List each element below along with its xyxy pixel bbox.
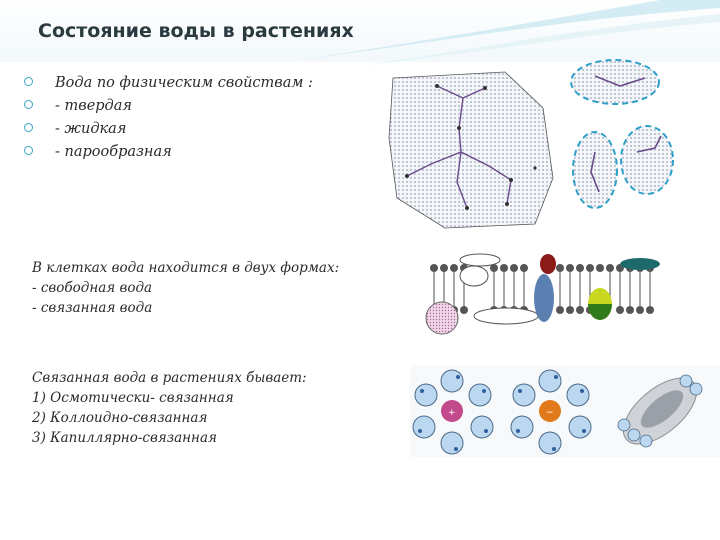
list-item: - парообразная bbox=[24, 141, 313, 164]
water-states-list bbox=[24, 72, 313, 164]
vapor-molecules-image bbox=[565, 52, 675, 212]
list-item: Вода по физическим свойствам : bbox=[24, 72, 313, 95]
bullet-icon bbox=[24, 77, 33, 86]
ice-lattice-image bbox=[385, 68, 565, 230]
cell-water-forms-text: В клетках вода находится в двух формах: - свободная вода - связанная вода bbox=[32, 260, 340, 316]
bullet-icon bbox=[24, 123, 33, 132]
cell-membrane-image bbox=[420, 252, 670, 342]
hydration-shells-image bbox=[410, 365, 720, 457]
list-item: - жидкая bbox=[24, 118, 313, 141]
bullet-icon bbox=[24, 146, 33, 155]
bullet-icon bbox=[24, 100, 33, 109]
slide-title: Состояние воды в растениях bbox=[38, 20, 354, 42]
cation-sign: + bbox=[448, 408, 456, 418]
list-item: - твердая bbox=[24, 95, 313, 118]
anion-sign: − bbox=[546, 408, 554, 418]
bound-water-types-text: Связанная вода в растениях бывает: 1) Осмотически- связанная 2) Коллоидно-связанная 3) Капиллярно-связанная bbox=[32, 370, 307, 446]
